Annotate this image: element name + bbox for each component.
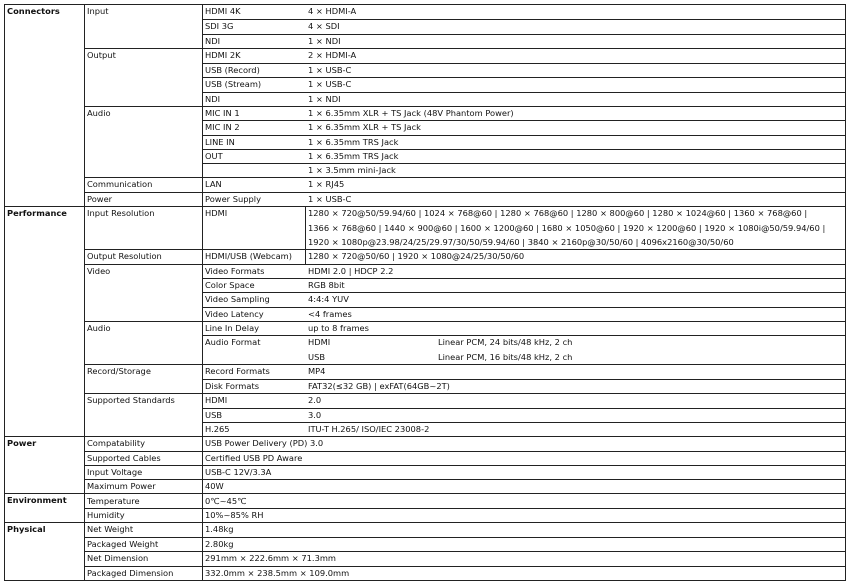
spec-row-name: H.265 — [205, 424, 230, 434]
row-divider — [202, 307, 845, 308]
spec-row-value: 4:4:4 YUV — [308, 294, 349, 304]
power-row-label: Supported Cables — [87, 453, 161, 463]
section-divider — [4, 436, 845, 437]
row-divider — [202, 278, 845, 279]
row-divider — [84, 508, 845, 509]
group-divider — [84, 364, 845, 365]
group-divider — [84, 106, 845, 107]
spec-row-value: 1 × NDI — [308, 94, 341, 104]
spec-row-value: 1 × USB-C — [308, 79, 352, 89]
physical-row-label: Net Weight — [87, 524, 134, 534]
spec-row-value: <4 frames — [308, 309, 352, 319]
row-divider — [202, 77, 845, 78]
group-label-communication: Communication — [87, 179, 153, 189]
spec-row-value: 4 × SDI — [308, 21, 340, 31]
spec-row-name: HDMI/USB (Webcam) — [205, 251, 292, 261]
spec-row-value: FAT32(≤32 GB) | exFAT(64GB~2T) — [308, 381, 450, 391]
row-divider — [202, 34, 845, 35]
group-label-video: Video — [87, 266, 111, 276]
spec-row-value: 4 × HDMI-A — [308, 6, 357, 16]
group-label-supported-standards: Supported Standards — [87, 395, 175, 405]
physical-row-label: Packaged Weight — [87, 539, 159, 549]
audio-format-value: Linear PCM, 24 bits/48 kHz, 2 ch — [438, 337, 573, 347]
spec-row-name: MIC IN 2 — [205, 122, 240, 132]
physical-row-label: Net Dimension — [87, 553, 149, 563]
row-divider — [202, 422, 845, 423]
spec-row-name: Power Supply — [205, 194, 261, 204]
spec-row-value: 2.80kg — [205, 539, 234, 549]
section-label-power: Power — [7, 438, 37, 448]
spec-row-value: Certified USB PD Aware — [205, 453, 303, 463]
spec-row-name: HDMI — [205, 208, 228, 218]
resolution-line: 1366 × 768@60 | 1440 × 900@60 | 1600 × 1200@60 | 1680 × 1050@60 | 1920 × 1200@60 | 1920 × 1080i@50/59.94/60 | — [308, 223, 826, 233]
spec-row-name: USB — [205, 410, 223, 420]
audio-format-interface: USB — [308, 352, 326, 362]
group-divider — [84, 48, 845, 49]
power-row-label: Input Voltage — [87, 467, 143, 477]
row-divider — [202, 335, 845, 336]
spec-row-name: Video Sampling — [205, 294, 270, 304]
row-divider — [202, 408, 845, 409]
row-divider — [84, 465, 845, 466]
spec-row-name: HDMI 4K — [205, 6, 241, 16]
spec-row-value: 3.0 — [308, 410, 322, 420]
group-label-audio: Audio — [87, 108, 111, 118]
spec-row-value: 1 × 6.35mm XLR + TS Jack — [308, 122, 421, 132]
group-label-audio-performance: Audio — [87, 323, 111, 333]
resolution-line: 1920 × 1080p@23.98/24/25/29.97/30/50/59.94/60 | 3840 × 2160p@30/50/60 | 4096x2160@30/50/60 — [308, 237, 734, 247]
section-label-physical: Physical — [7, 524, 46, 534]
spec-row-value: 2.0 — [308, 395, 322, 405]
physical-row-label: Packaged Dimension — [87, 568, 174, 578]
row-divider — [202, 149, 845, 150]
row-divider — [202, 19, 845, 20]
spec-row-value: 1.48kg — [205, 524, 234, 534]
spec-row-name: LAN — [205, 179, 222, 189]
spec-row-name: Video Formats — [205, 266, 265, 276]
row-divider — [202, 120, 845, 121]
spec-row-name: Disk Formats — [205, 381, 260, 391]
group-divider — [84, 249, 845, 250]
row-divider — [84, 479, 845, 480]
spec-row-value: 0℃~45℃ — [205, 496, 247, 506]
column-divider — [305, 206, 306, 264]
section-label-connectors: Connectors — [7, 6, 60, 16]
section-divider — [4, 493, 845, 494]
spec-row-value: 1 × USB-C — [308, 65, 352, 75]
group-label-input-resolution: Input Resolution — [87, 208, 155, 218]
group-label-output-resolution: Output Resolution — [87, 251, 162, 261]
spec-row-name: USB (Record) — [205, 65, 260, 75]
spec-row-value: 291mm × 222.6mm × 71.3mm — [205, 553, 337, 563]
spec-row-value: MP4 — [308, 366, 326, 376]
spec-row-value: 1 × 6.35mm XLR + TS Jack (48V Phantom Power) — [308, 108, 514, 118]
resolution-line: 1280 × 720@50/59.94/60 | 1024 × 768@60 | 1280 × 768@60 | 1280 × 800@60 | 1280 × 1024@60 | 1360 × 768@60 | — [308, 208, 808, 218]
spec-row-name: NDI — [205, 94, 221, 104]
spec-row-value: 1 × USB-C — [308, 194, 352, 204]
row-divider — [202, 163, 845, 164]
spec-row-name: Color Space — [205, 280, 255, 290]
section-divider — [4, 206, 845, 207]
spec-row-value: 40W — [205, 481, 224, 491]
spec-row-value: HDMI 2.0 | HDCP 2.2 — [308, 266, 394, 276]
spec-row-name: Video Latency — [205, 309, 264, 319]
row-divider — [84, 451, 845, 452]
spec-row-value: USB Power Delivery (PD) 3.0 — [205, 438, 324, 448]
section-label-environment: Environment — [7, 495, 67, 505]
group-divider — [84, 192, 845, 193]
row-divider — [84, 537, 845, 538]
audio-format-value: Linear PCM, 16 bits/48 kHz, 2 ch — [438, 352, 573, 362]
group-divider — [84, 264, 845, 265]
spec-row-value: 1 × NDI — [308, 36, 341, 46]
spec-row-name: MIC IN 1 — [205, 108, 240, 118]
table-border-right — [845, 4, 846, 581]
section-label-performance: Performance — [7, 208, 67, 218]
spec-row-name: USB (Stream) — [205, 79, 262, 89]
spec-row-value: RGB 8bit — [308, 280, 345, 290]
spec-row-value: up to 8 frames — [308, 323, 369, 333]
spec-row-name: LINE IN — [205, 137, 235, 147]
audio-format-interface: HDMI — [308, 337, 331, 347]
row-divider — [84, 551, 845, 552]
spec-row-value: 332.0mm × 238.5mm × 109.0mm — [205, 568, 350, 578]
group-divider — [84, 321, 845, 322]
spec-row-value: 1 × RJ45 — [308, 179, 345, 189]
spec-row-value: 10%~85% RH — [205, 510, 264, 520]
power-row-label: Compatability — [87, 438, 145, 448]
spec-row-value: 2 × HDMI-A — [308, 50, 357, 60]
group-label-output: Output — [87, 50, 116, 60]
group-label-input: Input — [87, 6, 109, 16]
spec-row-value: 1280 × 720@50/60 | 1920 × 1080@24/25/30/50/60 — [308, 251, 525, 261]
column-divider — [84, 4, 85, 581]
spec-row-name: HDMI 2K — [205, 50, 241, 60]
spec-row-name: NDI — [205, 36, 221, 46]
row-divider — [202, 63, 845, 64]
spec-row-name: OUT — [205, 151, 223, 161]
table-border-top — [4, 4, 845, 5]
spec-row-value: 1 × 6.35mm TRS Jack — [308, 151, 399, 161]
spec-row-name: Line In Delay — [205, 323, 260, 333]
spec-row-name: HDMI — [205, 395, 228, 405]
group-label-power: Power — [87, 194, 113, 204]
spec-row-name: SDI 3G — [205, 21, 234, 31]
row-divider — [84, 566, 845, 567]
section-divider — [4, 522, 845, 523]
spec-row-value: 1 × 6.35mm TRS Jack — [308, 137, 399, 147]
table-border-bottom — [4, 580, 845, 581]
row-divider — [202, 135, 845, 136]
group-label-record-storage: Record/Storage — [87, 366, 151, 376]
row-divider — [202, 92, 845, 93]
power-row-label: Maximum Power — [87, 481, 156, 491]
spec-row-value: 1 × 3.5mm mini-Jack — [308, 165, 396, 175]
row-divider — [202, 379, 845, 380]
spec-row-value: ITU-T H.265/ ISO/IEC 23008-2 — [308, 424, 430, 434]
row-divider — [202, 292, 845, 293]
table-border-left — [4, 4, 5, 581]
spec-row-value: USB-C 12V/3.3A — [205, 467, 272, 477]
spec-row-name: Audio Format — [205, 337, 261, 347]
environment-row-label: Humidity — [87, 510, 125, 520]
group-divider — [84, 393, 845, 394]
spec-row-name: Record Formats — [205, 366, 270, 376]
environment-row-label: Temperature — [87, 496, 140, 506]
group-divider — [84, 177, 845, 178]
